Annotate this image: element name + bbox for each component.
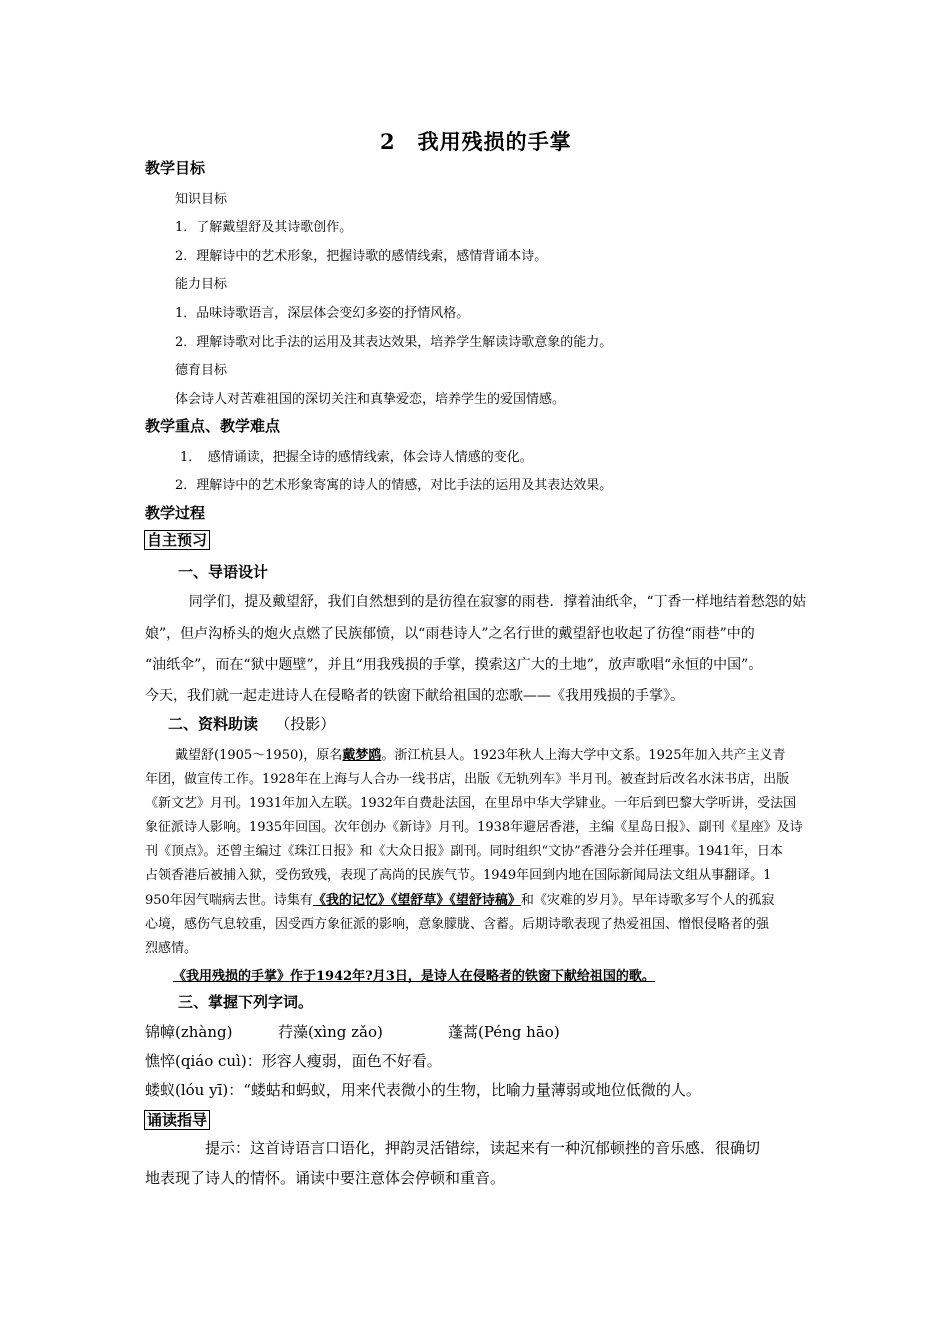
key-point-2: 2．理解诗中的艺术形象寄寓的诗人的情感，对比手法的运用及其表达效果。 [175,478,613,493]
vocab-word-3: 蓬蒿(Péng hāo) [448,1023,560,1041]
bio-line-8: 心境，感伤气息较重，因受西方象征派的影响，意象朦胧、含蓄。后期诗歌表现了热爱祖国、憎恨侵略者的强 [145,917,770,932]
label-knowledge: 知识目标 [175,192,228,207]
intro-line-1: 同学们，提及戴望舒，我们自然想到的是彷徨在寂寥的雨巷．撑着油纸伞，“丁香一样地结着愁怨的姑 [175,594,807,610]
emphasis-line: 《我用残损的手掌》作于1942年?月3日，是诗人在侵略者的铁窗下献给祖国的歌。 [173,969,655,984]
reading-heading-text: 二、资料助读 [168,715,259,733]
bio-line-4: 象征派诗人影响。1935年回国。次年创办《新诗》月刊。1938年避居香港，主编《星岛日报》、副刊《星座》及诗 [145,820,803,835]
label-ability: 能力目标 [175,277,228,292]
bio-line-3: 《新文艺》月刊。1931年加入左联。1932年自费赴法国，在里昂中华大学肄业。一年后到巴黎大学听讲，受法国 [145,796,797,811]
moral-text: 体会诗人对苦难祖国的深切关注和真挚爱恋，培养学生的爱国情感。 [175,392,566,407]
vocab-word-2: 荇藻(xìng zǎo) [278,1023,383,1041]
heading-reading [168,713,335,734]
original-name: 戴梦鸥 [342,748,382,763]
bio-line-7-c: 和《灾难的岁月》。早年诗歌多写个人的孤寂 [520,893,775,908]
vocab-word-1: 锦幛(zhàng) [145,1023,233,1041]
bio-line-9: 烈感情。 [145,941,198,956]
recite-line-2: 地表现了诗人的情怀。诵读中要注意体会停顿和重音。 [145,1169,506,1187]
heading-vocab: 三、掌握下列字词。 [178,993,314,1011]
bio-line-7 [145,889,774,908]
knowledge-item-1: 1．了解戴望舒及其诗歌创作。 [175,220,353,235]
heading-teaching-goals: 教学目标 [145,159,206,177]
bio-line-1 [175,744,786,763]
ability-item-2: 2．理解诗歌对比手法的运用及其表达效果，培养学生解读诗歌意象的能力。 [175,335,613,350]
intro-line-4: 今天，我们就一起走进诗人在侵略者的铁窗下献给祖国的恋歌——《我用残损的手掌》。 [145,688,684,704]
bio-line-1-c: 。浙江杭县人。1923年秋人上海大学中文系。1925年加入共产主义青 [381,748,786,763]
key-point-1: 1． 感情诵读，把握全诗的感情线索，体会诗人情感的变化。 [180,450,533,465]
reading-note: （投影） [275,715,336,733]
vocab-line-3: 蝼蚁(lóu yī)：“蝼蛄和蚂蚁，用来代表微小的生物，比喻力量薄弱或地位低微的人。 [145,1081,701,1099]
label-moral: 德育目标 [175,363,228,378]
intro-line-2: 娘”，但卢沟桥头的炮火点燃了民族郁愤，以“雨巷诗人”之名行世的戴望舒也收起了彷徨“雨巷”中的 [145,626,755,642]
preview-box-label: 自主预习 [144,530,210,550]
bio-line-6: 占领香港后被捕入狱，受伤致残，表现了高尚的民族气节。1949年回到内地在国际新闻局法文组从事翻译。1 [145,868,772,883]
poetry-collections: 《我的记忆》《望舒草》《望舒诗稿》 [312,893,521,908]
bio-line-1-a: 戴望舒(1905～1950)，原名 [175,748,343,763]
heading-intro: 一、导语设计 [178,563,269,581]
intro-line-3: “油纸伞”，而在“狱中题壁”，并且“用我残损的手掌，摸索这广大的土地”，放声歌唱“永恒的中国”。 [145,657,763,673]
bio-line-7-a: 950年因气喘病去世。诗集有 [145,893,313,908]
knowledge-item-2: 2．理解诗中的艺术形象，把握诗歌的感情线索，感情背诵本诗。 [175,249,548,264]
bio-line-2: 年团，做宣传工作。1928年在上海与人合办一线书店，出版《无轨列车》半月刊。被查封后改名水沫书店，出版 [145,772,790,787]
page-title: 2 我用残损的手掌 [380,129,572,154]
bio-line-5: 刊《顶点》。还曾主编过《珠江日报》和《大众日报》副刊。同时组织“文协”香港分会并任理事。1941年，日本 [145,844,783,859]
recite-box-label: 诵读指导 [144,1110,210,1130]
ability-item-1: 1．品味诗歌语言，深层体会变幻多姿的抒情风格。 [175,306,470,321]
heading-key-points: 教学重点、教学难点 [145,417,281,435]
recite-line-1: 提示：这首诗语言口语化，押韵灵活错综，读起来有一种沉郁顿挫的音乐感．很确切 [205,1139,761,1157]
vocab-line-2: 憔悴(qiáo cuì)：形容人瘦弱，面色不好看。 [145,1052,442,1070]
heading-process: 教学过程 [145,504,206,522]
